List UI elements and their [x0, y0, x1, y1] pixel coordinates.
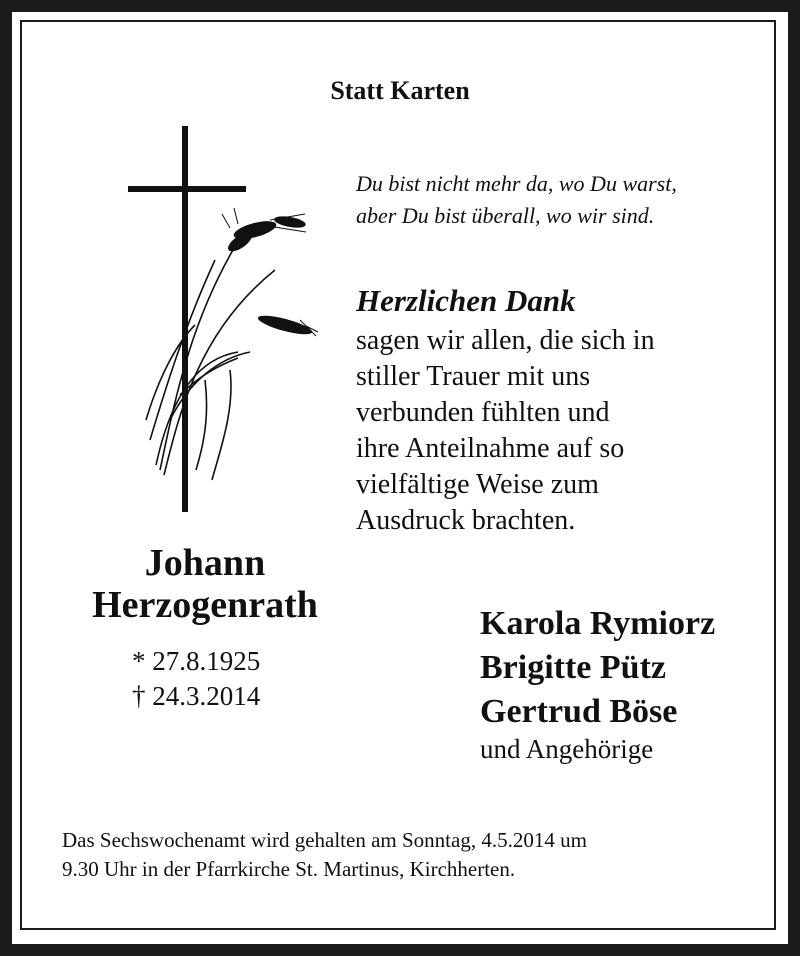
deceased-first-name: Johann — [144, 542, 266, 584]
death-date: † 24.3.2014 — [132, 681, 261, 711]
wheat-heads — [225, 214, 314, 338]
thanks-line: vielfältige Weise zum — [356, 469, 599, 500]
relatives-text: und Angehörige — [480, 734, 654, 764]
wheat-stalks — [146, 238, 275, 480]
thanks-title: Herzlichen Dank — [356, 283, 576, 318]
family-member: Brigitte Pütz — [480, 649, 666, 686]
cross-vertical-beam — [182, 126, 188, 512]
quote — [356, 168, 677, 232]
thanks-line: ihre Anteilnahme auf so — [356, 433, 625, 464]
service-notice-line-2: 9.30 Uhr in der Pfarrkirche St. Martinus, Kirchherten. — [62, 857, 516, 881]
thanks-line: verbunden fühlten und — [356, 397, 610, 428]
family-member: Karola Rymiorz — [480, 605, 716, 642]
birth-date: * 27.8.1925 — [132, 646, 261, 676]
service-notice-line-1: Das Sechswochenamt wird gehalten am Sonntag, 4.5.2014 um — [62, 828, 587, 852]
deceased-name — [40, 542, 370, 626]
thanks-text — [356, 323, 655, 539]
quote-line-2: aber Du bist überall, wo wir sind. — [356, 203, 655, 228]
header-title: Statt Karten — [330, 76, 470, 105]
life-dates — [132, 644, 260, 714]
thanks-line: sagen wir allen, die sich in — [356, 325, 655, 356]
quote-line-1: Du bist nicht mehr da, wo Du warst, — [356, 171, 677, 196]
thanks-line: stiller Trauer mit uns — [356, 361, 591, 392]
deceased-last-name: Herzogenrath — [92, 584, 318, 626]
family-member: Gertrud Böse — [480, 693, 678, 730]
thanks-line: Ausdruck brachten. — [356, 505, 576, 536]
cross-horizontal-beam — [128, 186, 246, 192]
family-names — [480, 602, 715, 734]
service-notice — [62, 826, 587, 884]
cross-with-wheat-icon — [120, 120, 330, 520]
